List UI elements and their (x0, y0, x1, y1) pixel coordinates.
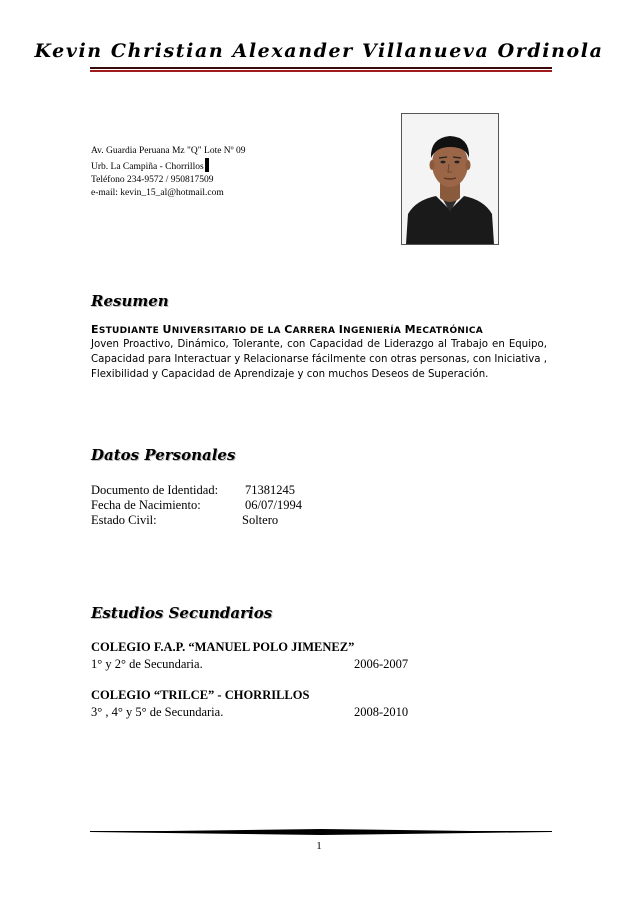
school-detail: 3° , 4° y 5° de Secundaria. (91, 705, 224, 719)
footer-divider-tapered (90, 829, 552, 835)
school-years: 2006-2007 (354, 657, 409, 671)
subtitle-cap: E (91, 323, 99, 336)
subtitle-cap: U (162, 323, 172, 336)
contact-block (91, 145, 245, 200)
subtitle-rest: ECATRÓNICA (415, 326, 484, 336)
address-line-2-wrap (91, 158, 245, 174)
resume-name-header: Kevin Christian Alexander Villanueva Ordinola (34, 40, 604, 62)
subtitle-cap: I (338, 323, 344, 336)
subtitle-cap: C (284, 323, 293, 336)
section-title-estudios: Estudios Secundarios (91, 604, 273, 622)
subtitle-rest: NIVERSITARIO DE LA (171, 326, 285, 336)
datos-value: 06/07/1994 (245, 498, 302, 512)
resumen-subtitle (91, 323, 483, 336)
datos-value: 71381245 (245, 483, 295, 497)
person-photo-icon (402, 114, 498, 244)
address-line-2: Urb. La Campiña - Chorrillos (91, 162, 204, 172)
text-cursor (205, 158, 209, 172)
address-line-1: Av. Guardia Peruana Mz "Q" Lote Nº 09 (91, 146, 246, 156)
phone-line: Teléfono 234-9572 / 950817509 (91, 175, 214, 185)
subtitle-rest: ARRERA (292, 326, 339, 336)
school-name: COLEGIO F.A.P. “MANUEL POLO JIMENEZ” (91, 640, 355, 654)
section-title-datos-personales: Datos Personales (91, 446, 236, 464)
school-detail: 1° y 2° de Secundaria. (91, 657, 203, 671)
school-years: 2008-2010 (354, 705, 409, 719)
subtitle-rest: STUDIANTE (98, 326, 163, 336)
resumen-text: Joven Proactivo, Dinámico, Tolerante, con Capacidad de Liderazgo al Trabajo en Equipo, Capacidad para Interactuar y Relacionarse fácilmente con otras personas, con Iniciativa , Flexibilidad y Capacidad de Aprendizaje y con muchos Deseos de Superación. (91, 339, 547, 380)
header-divider-dark (90, 67, 552, 69)
header-divider-accent (90, 70, 552, 72)
datos-label: Estado Civil: (91, 513, 157, 527)
email-line: e-mail: kevin_15_al@hotmail.com (91, 188, 224, 198)
subtitle-cap: M (404, 323, 416, 336)
section-title-resumen: Resumen (91, 292, 169, 310)
datos-value: Soltero (242, 513, 279, 527)
school-name: COLEGIO “TRILCE” - CHORRILLOS (91, 688, 310, 702)
profile-photo (401, 113, 499, 245)
datos-label: Fecha de Nacimiento: (91, 498, 201, 512)
datos-label: Documento de Identidad: (91, 483, 219, 497)
page-number: 1 (316, 840, 322, 852)
subtitle-rest: NGENIERÍA (343, 326, 405, 336)
